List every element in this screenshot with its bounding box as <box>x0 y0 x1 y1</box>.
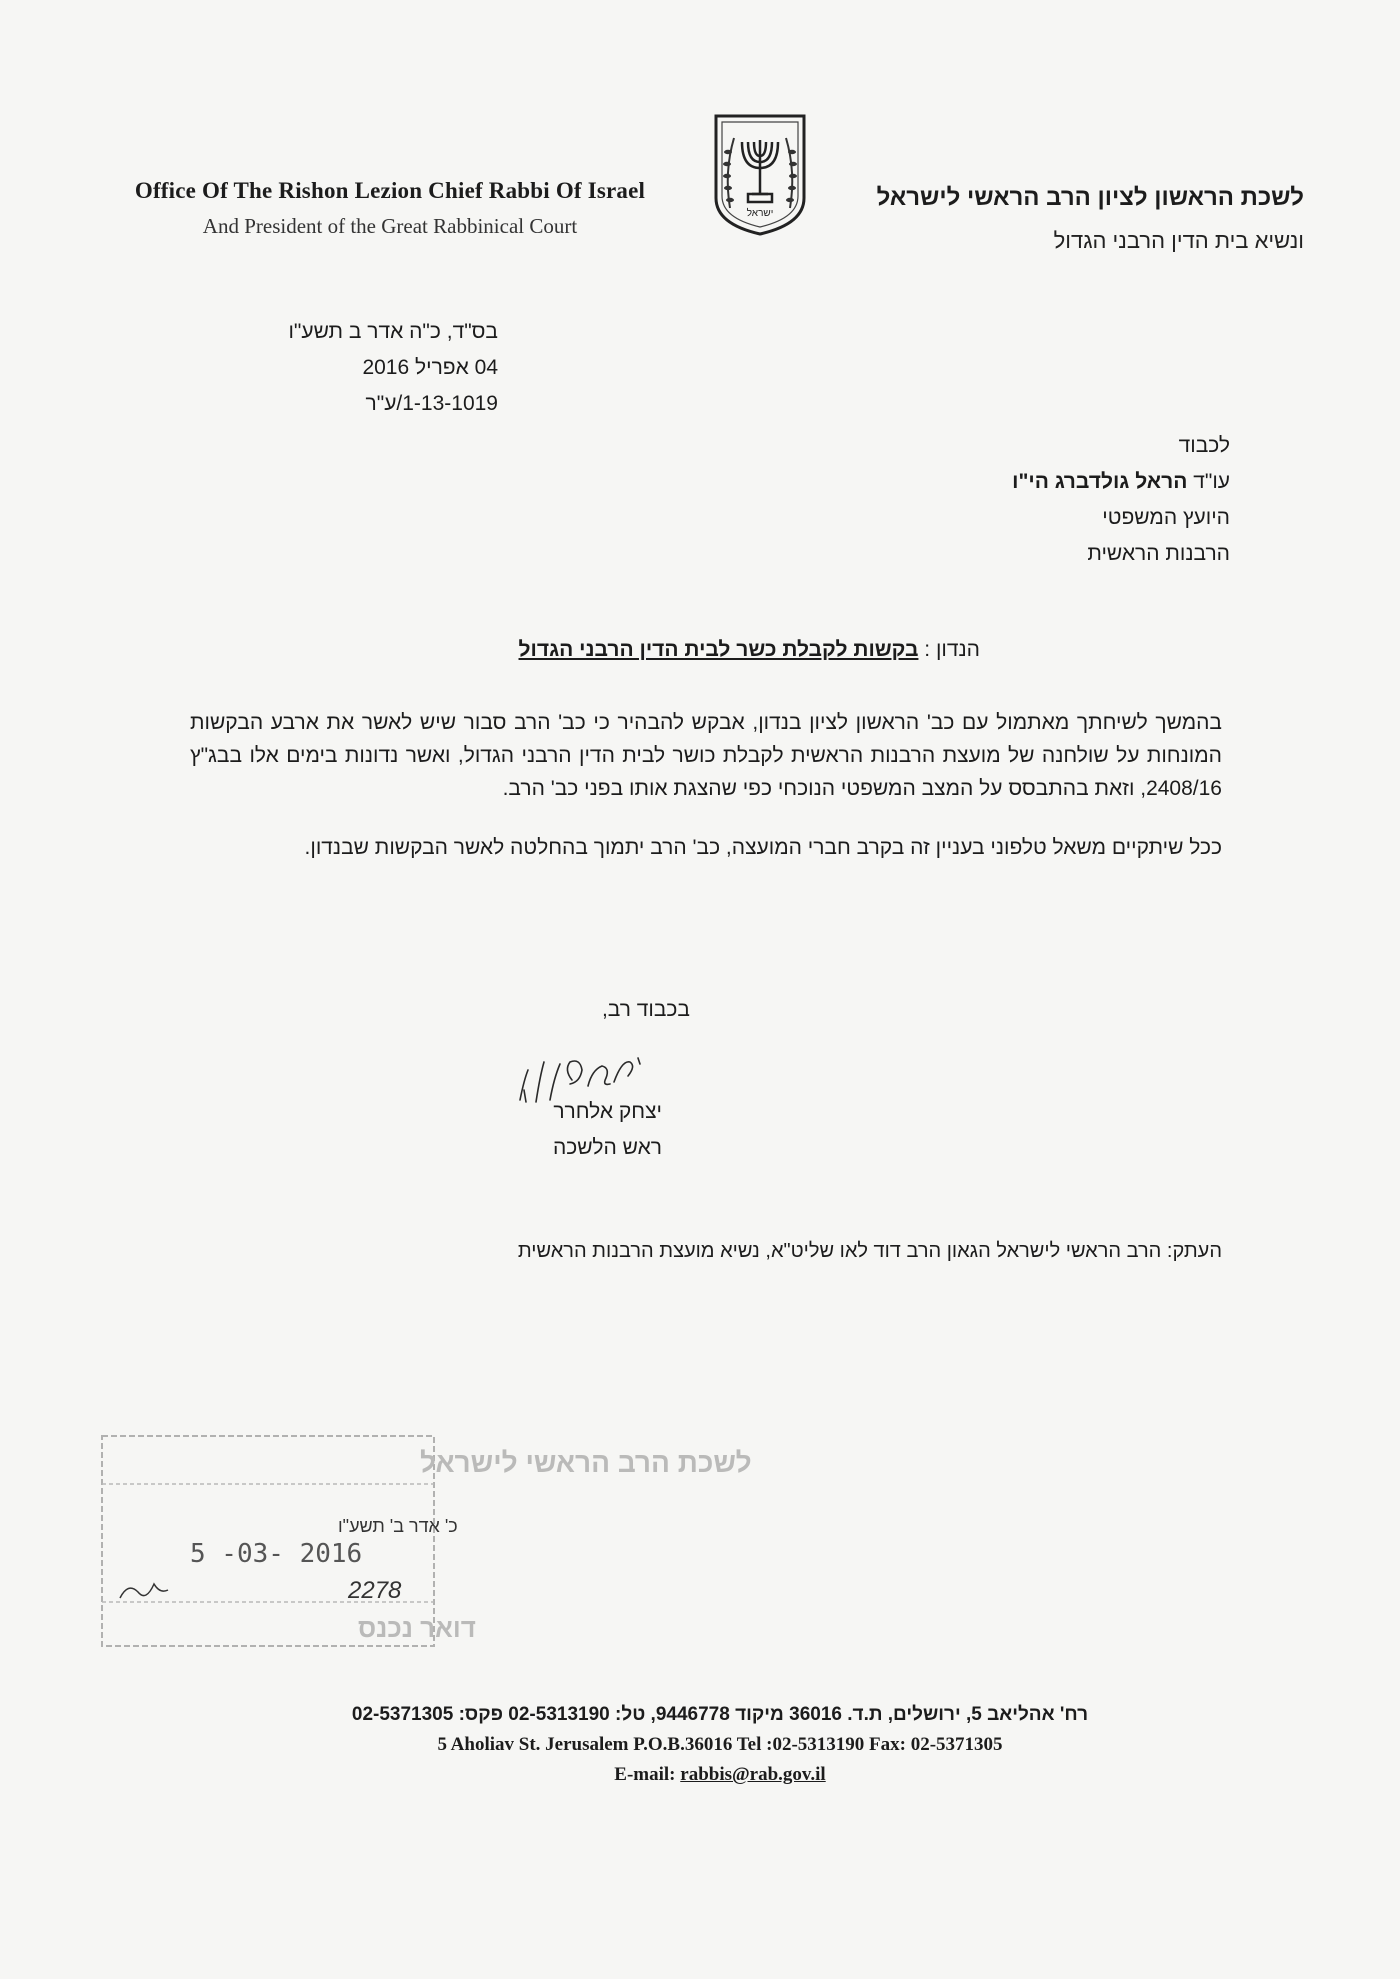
english-letterhead <box>100 178 680 239</box>
closing-salutation: בכבוד רב, <box>601 998 690 1021</box>
signatory-name: יצחק אלחרר <box>553 1100 662 1123</box>
signatory <box>490 1094 662 1166</box>
hebrew-office-title: לשכת הראשון לציון הרב הראשי לישראל <box>876 184 1304 211</box>
received-stamp <box>98 1432 752 1650</box>
date-block <box>198 314 498 422</box>
footer-hebrew-address: רח' אהליאב 5, ירושלים, ת.ד. 36016 מיקוד 9446778, טל: 02-5313190 פקס: 02-5371305 <box>351 1704 1089 1725</box>
english-office-subtitle: And President of the Great Rabbinical Court <box>202 214 578 238</box>
footer-english-address: 5 Aholiav St. Jerusalem P.O.B.36016 Tel :02-5313190 Fax: 02-5371305 <box>437 1734 1003 1755</box>
body-paragraph-2: ככל שיתקיים משאל טלפוני בעניין זה בקרב חברי המועצה, כב' הרב יתמוך בהחלטה לאשר הבקשות שבנדון. <box>304 836 1222 859</box>
signatory-title: ראש הלשכה <box>552 1136 662 1159</box>
letter-footer <box>250 1700 1190 1790</box>
recipient-name: הראל גולדברג הי"ו <box>1012 470 1188 493</box>
stamp-hebrew-date: כ' אדר ב' תשע"ו <box>338 1516 458 1536</box>
body-paragraph-1: בהמשך לשיחתך מאתמול עם כב' הראשון לציון בנדון, אבקש להבהיר כי כב' הרב סבור שיש לאשר את ארבע הבקשות המונחות על שולחנה של מועצת הרבנות הראשית לקבלת כושר לבית הדין הרבני הגדול, ואשר נדונות בימים אלו בבג"ץ 2408/16, וזאת בהתבסס על המצב המשפטי הנוכחי כפי שהצגת אותו בפני כב' הרב. <box>190 711 1222 800</box>
subject-label: הנדון : <box>918 638 980 661</box>
hebrew-date: בס"ד, כ"ה אדר ב תשע"ו <box>288 320 498 343</box>
subject-topic: בקשות לקבלת כשר לבית הדין הרבני הגדול <box>518 638 919 661</box>
subject-line <box>519 638 980 662</box>
hebrew-office-subtitle: ונשיא בית הדין הרבני הגדול <box>1053 228 1304 253</box>
recipient-name-line <box>730 464 1230 500</box>
letter-body <box>190 706 1222 890</box>
stamp-header: לשכת הרב הראשי לישראל <box>420 1447 752 1478</box>
recipient-organization: הרבנות הראשית <box>1087 542 1230 565</box>
recipient-position: היועץ המשפטי <box>1102 506 1230 529</box>
stamp-date: 5 -03- 2016 <box>190 1539 363 1569</box>
footer-email-label: E-mail: <box>614 1764 681 1785</box>
stamp-footer: דואר נכנס <box>358 1613 476 1643</box>
recipient-block <box>730 428 1230 572</box>
reference-number: 1-13-1019/ע"ר <box>365 392 498 415</box>
footer-email-link[interactable]: rabbis@rab.gov.il <box>680 1764 826 1785</box>
stamp-initials-mark <box>120 1584 168 1598</box>
recipient-salutation: לכבוד <box>1178 434 1230 457</box>
stamp-number: 2278 <box>348 1577 402 1604</box>
recipient-prefix: עו"ד <box>1187 470 1230 493</box>
emblem-caption: ישראל <box>746 208 774 219</box>
english-office-title: Office Of The Rishon Lezion Chief Rabbi Of Israel <box>134 178 646 203</box>
cc-line: העתק: הרב הראשי לישראל הגאון הרב דוד לאו שליט"א, נשיא מועצת הרבנות הראשית <box>517 1240 1222 1262</box>
hebrew-letterhead <box>744 184 1304 254</box>
footer-email-line <box>250 1760 1190 1790</box>
gregorian-date: 04 אפריל 2016 <box>362 356 498 379</box>
